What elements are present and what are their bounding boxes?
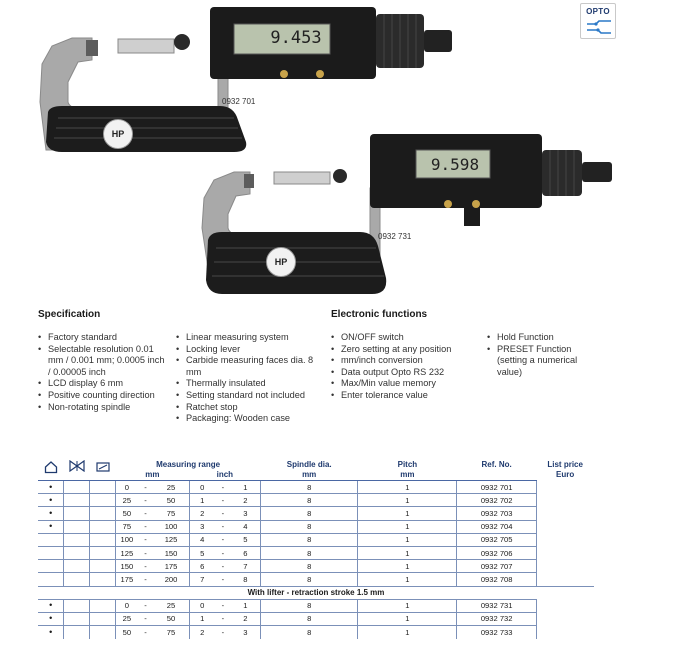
spec-item: • Packaging: Wooden case bbox=[176, 413, 326, 425]
table-row bbox=[38, 494, 594, 507]
price-table bbox=[38, 460, 594, 639]
inch-from-cell: 3 bbox=[189, 520, 215, 533]
table-row bbox=[38, 612, 594, 625]
spec-item: • Non-rotating spindle bbox=[38, 402, 168, 414]
spec-item: • Linear measuring system bbox=[176, 332, 326, 344]
dash-cell: - bbox=[215, 612, 231, 625]
mm-from-cell: 175 bbox=[116, 573, 138, 586]
empty-cell bbox=[90, 599, 116, 612]
price-table-body bbox=[38, 481, 594, 587]
dash-cell: - bbox=[138, 626, 154, 639]
list-price-cell bbox=[536, 546, 594, 559]
spindle-header: Spindle dia. bbox=[286, 460, 332, 469]
empty-cell bbox=[90, 560, 116, 573]
stock-column-header bbox=[38, 460, 64, 481]
spec-item: • Setting standard not included bbox=[176, 390, 326, 402]
inch-to-cell: 4 bbox=[231, 520, 261, 533]
ref-cell: 0932 732 bbox=[457, 612, 536, 625]
mm-from-cell: 25 bbox=[116, 494, 138, 507]
table-row bbox=[38, 520, 594, 533]
ref-unit-header bbox=[457, 470, 536, 481]
pitch-cell: 1 bbox=[358, 481, 457, 494]
pitch-cell: 1 bbox=[358, 612, 457, 625]
spindle-cell: 8 bbox=[261, 520, 358, 533]
list-price-cell bbox=[536, 560, 594, 573]
mm-from-cell: 150 bbox=[116, 560, 138, 573]
pitch-cell: 1 bbox=[358, 546, 457, 559]
mm-from-cell: 50 bbox=[116, 626, 138, 639]
mm-to-cell: 175 bbox=[153, 560, 189, 573]
mark-cell: • bbox=[38, 520, 64, 533]
function-item: • ON/OFF switch bbox=[331, 332, 481, 344]
mark-cell: • bbox=[38, 494, 64, 507]
mark-cell: • bbox=[38, 599, 64, 612]
spec-item: • LCD display 6 mm bbox=[38, 378, 168, 390]
spindle-cell: 8 bbox=[261, 560, 358, 573]
inch-to-cell: 3 bbox=[231, 626, 261, 639]
empty-cell bbox=[90, 612, 116, 625]
mm-from-cell: 0 bbox=[116, 599, 138, 612]
spec-item: • Factory standard bbox=[38, 332, 168, 344]
lcd-reading-1: 9.453 bbox=[270, 28, 322, 48]
table-row bbox=[38, 533, 594, 546]
table-row bbox=[38, 481, 594, 494]
empty-cell bbox=[64, 494, 90, 507]
dash-cell: - bbox=[138, 481, 154, 494]
inch-unit-header: inch bbox=[189, 470, 260, 481]
mark-cell: • bbox=[38, 507, 64, 520]
inch-from-cell: 1 bbox=[189, 612, 215, 625]
product-ref-2: 0932 731 bbox=[378, 232, 412, 241]
dash-cell: - bbox=[138, 546, 154, 559]
spindle-cell: 8 bbox=[261, 507, 358, 520]
mm-from-cell: 75 bbox=[116, 520, 138, 533]
spec-item: • Selectable resolution 0.01 mm / 0.001 mm; 0.0005 inch / 0.00005 inch bbox=[38, 344, 168, 379]
spindle-cell: 8 bbox=[261, 599, 358, 612]
dash-cell: - bbox=[138, 573, 154, 586]
table-row bbox=[38, 626, 594, 639]
dash-cell: - bbox=[215, 494, 231, 507]
empty-cell bbox=[64, 626, 90, 639]
specification-heading: Specification bbox=[38, 309, 101, 320]
mm-to-cell: 200 bbox=[153, 573, 189, 586]
spindle-cell: 8 bbox=[261, 481, 358, 494]
spec-item: • Thermally insulated bbox=[176, 378, 326, 390]
measuring-range-header: Measuring range bbox=[156, 460, 221, 469]
hp-logo-1: HP bbox=[103, 119, 133, 149]
empty-cell bbox=[90, 507, 116, 520]
price-table-container bbox=[38, 460, 618, 639]
ref-cell: 0932 707 bbox=[457, 560, 536, 573]
mm-from-cell: 50 bbox=[116, 507, 138, 520]
opto-label: OPTO bbox=[586, 7, 610, 16]
dash-cell: - bbox=[215, 507, 231, 520]
bowtie-column-header bbox=[64, 460, 90, 481]
inch-to-cell: 1 bbox=[231, 481, 261, 494]
dash-cell: - bbox=[215, 520, 231, 533]
dash-cell: - bbox=[215, 573, 231, 586]
mm-to-cell: 50 bbox=[153, 494, 189, 507]
electronic-list-2 bbox=[487, 332, 587, 378]
mm-to-cell: 100 bbox=[153, 520, 189, 533]
empty-cell bbox=[64, 507, 90, 520]
spec-item: • Carbide measuring faces dia. 8 mm bbox=[176, 355, 326, 378]
empty-cell bbox=[64, 599, 90, 612]
inch-from-cell: 4 bbox=[189, 533, 215, 546]
inch-to-cell: 1 bbox=[231, 599, 261, 612]
mm-from-cell: 125 bbox=[116, 546, 138, 559]
dash-cell: - bbox=[215, 626, 231, 639]
ref-header: Ref. No. bbox=[481, 460, 512, 469]
list-price-cell bbox=[536, 481, 594, 494]
mm-from-cell: 25 bbox=[116, 612, 138, 625]
hp-logo-2: HP bbox=[266, 247, 296, 277]
spindle-cell: 8 bbox=[261, 533, 358, 546]
micrometer-image-2 bbox=[200, 128, 620, 298]
spec-item: • Locking lever bbox=[176, 344, 326, 356]
list-price-cell bbox=[536, 507, 594, 520]
spindle-cell: 8 bbox=[261, 573, 358, 586]
function-item: • mm/inch conversion bbox=[331, 355, 481, 367]
mark-cell bbox=[38, 533, 64, 546]
mm-to-cell: 75 bbox=[153, 626, 189, 639]
ref-cell: 0932 733 bbox=[457, 626, 536, 639]
mm-unit-header: mm bbox=[116, 470, 190, 481]
mark-cell bbox=[38, 546, 64, 559]
electronic-functions-heading: Electronic functions bbox=[331, 309, 428, 320]
table-row bbox=[38, 573, 594, 586]
inch-from-cell: 5 bbox=[189, 546, 215, 559]
dash-cell: - bbox=[138, 507, 154, 520]
table-row bbox=[38, 546, 594, 559]
ref-cell: 0932 708 bbox=[457, 573, 536, 586]
data-output-icon bbox=[586, 18, 612, 36]
mark-cell bbox=[38, 560, 64, 573]
house-icon bbox=[44, 460, 58, 474]
empty-cell bbox=[64, 520, 90, 533]
empty-cell bbox=[90, 533, 116, 546]
pitch-cell: 1 bbox=[358, 560, 457, 573]
inch-to-cell: 7 bbox=[231, 560, 261, 573]
dash-cell: - bbox=[138, 612, 154, 625]
empty-cell bbox=[90, 494, 116, 507]
function-item: • Zero setting at any position bbox=[331, 344, 481, 356]
mm-to-cell: 50 bbox=[153, 612, 189, 625]
inch-from-cell: 1 bbox=[189, 494, 215, 507]
lifter-table-body bbox=[38, 599, 594, 639]
ref-cell: 0932 703 bbox=[457, 507, 536, 520]
table-row bbox=[38, 560, 594, 573]
pitch-cell: 1 bbox=[358, 533, 457, 546]
function-item: • Hold Function bbox=[487, 332, 587, 344]
empty-cell bbox=[64, 546, 90, 559]
lifter-label: With lifter - retraction stroke 1.5 mm bbox=[38, 586, 594, 599]
inch-from-cell: 0 bbox=[189, 599, 215, 612]
ref-cell: 0932 705 bbox=[457, 533, 536, 546]
dash-cell: - bbox=[138, 533, 154, 546]
dash-cell: - bbox=[215, 560, 231, 573]
display-column-header bbox=[90, 460, 116, 481]
ref-cell: 0932 701 bbox=[457, 481, 536, 494]
empty-cell bbox=[64, 560, 90, 573]
display-icon bbox=[96, 460, 110, 474]
dash-cell: - bbox=[215, 481, 231, 494]
empty-cell bbox=[90, 573, 116, 586]
function-item: • Data output Opto RS 232 bbox=[331, 367, 481, 379]
empty-cell bbox=[64, 533, 90, 546]
function-item: • Max/Min value memory bbox=[331, 378, 481, 390]
pitch-header: Pitch bbox=[397, 460, 418, 469]
ref-cell: 0932 706 bbox=[457, 546, 536, 559]
empty-cell bbox=[90, 520, 116, 533]
ref-cell: 0932 731 bbox=[457, 599, 536, 612]
spindle-cell: 8 bbox=[261, 626, 358, 639]
function-item: • PRESET Function (setting a numerical value) bbox=[487, 344, 587, 379]
dash-cell: - bbox=[215, 599, 231, 612]
inch-to-cell: 8 bbox=[231, 573, 261, 586]
ref-cell: 0932 702 bbox=[457, 494, 536, 507]
mark-cell: • bbox=[38, 481, 64, 494]
spindle-cell: 8 bbox=[261, 546, 358, 559]
empty-cell bbox=[90, 546, 116, 559]
dash-cell: - bbox=[138, 560, 154, 573]
inch-to-cell: 2 bbox=[231, 494, 261, 507]
mark-cell: • bbox=[38, 626, 64, 639]
empty-cell bbox=[90, 626, 116, 639]
mm-from-cell: 0 bbox=[116, 481, 138, 494]
pitch-cell: 1 bbox=[358, 507, 457, 520]
specification-list-2 bbox=[176, 332, 326, 425]
mm-to-cell: 25 bbox=[153, 481, 189, 494]
pitch-cell: 1 bbox=[358, 494, 457, 507]
spindle-cell: 8 bbox=[261, 612, 358, 625]
list-price-cell bbox=[536, 573, 594, 586]
pitch-unit-header: mm bbox=[358, 470, 457, 481]
mm-from-cell: 100 bbox=[116, 533, 138, 546]
bowtie-icon bbox=[69, 460, 85, 472]
dash-cell: - bbox=[215, 546, 231, 559]
lifter-section bbox=[38, 586, 594, 599]
list-price-header: List price bbox=[547, 460, 583, 469]
spec-item: • Positive counting direction bbox=[38, 390, 168, 402]
mm-to-cell: 25 bbox=[153, 599, 189, 612]
inch-to-cell: 6 bbox=[231, 546, 261, 559]
list-price-cell bbox=[536, 520, 594, 533]
dash-cell: - bbox=[138, 599, 154, 612]
pitch-cell: 1 bbox=[358, 626, 457, 639]
mm-to-cell: 75 bbox=[153, 507, 189, 520]
electronic-list-1 bbox=[331, 332, 481, 402]
dash-cell: - bbox=[215, 533, 231, 546]
table-row bbox=[38, 507, 594, 520]
mm-to-cell: 150 bbox=[153, 546, 189, 559]
inch-from-cell: 2 bbox=[189, 626, 215, 639]
lcd-reading-2: 9.598 bbox=[430, 155, 480, 174]
empty-cell bbox=[64, 481, 90, 494]
empty-cell bbox=[64, 612, 90, 625]
inch-from-cell: 0 bbox=[189, 481, 215, 494]
inch-to-cell: 5 bbox=[231, 533, 261, 546]
inch-to-cell: 2 bbox=[231, 612, 261, 625]
dash-cell: - bbox=[138, 520, 154, 533]
spindle-unit-header: mm bbox=[261, 470, 358, 481]
pitch-cell: 1 bbox=[358, 520, 457, 533]
spindle-cell: 8 bbox=[261, 494, 358, 507]
specification-list-1 bbox=[38, 332, 168, 413]
list-price-cell bbox=[536, 599, 594, 612]
empty-cell bbox=[64, 573, 90, 586]
table-row bbox=[38, 599, 594, 612]
mark-cell bbox=[38, 573, 64, 586]
pitch-cell: 1 bbox=[358, 573, 457, 586]
currency-header: Euro bbox=[556, 470, 575, 479]
list-price-cell bbox=[536, 494, 594, 507]
pitch-cell: 1 bbox=[358, 599, 457, 612]
spec-item: • Ratchet stop bbox=[176, 402, 326, 414]
dash-cell: - bbox=[138, 494, 154, 507]
product-ref-1: 0932 701 bbox=[222, 97, 256, 106]
mark-cell: • bbox=[38, 612, 64, 625]
list-price-cell bbox=[536, 612, 594, 625]
inch-from-cell: 7 bbox=[189, 573, 215, 586]
mm-to-cell: 125 bbox=[153, 533, 189, 546]
inch-to-cell: 3 bbox=[231, 507, 261, 520]
ref-cell: 0932 704 bbox=[457, 520, 536, 533]
opto-badge bbox=[580, 3, 616, 39]
list-price-cell bbox=[536, 626, 594, 639]
inch-from-cell: 2 bbox=[189, 507, 215, 520]
inch-from-cell: 6 bbox=[189, 560, 215, 573]
function-item: • Enter tolerance value bbox=[331, 390, 481, 402]
list-price-cell bbox=[536, 533, 594, 546]
empty-cell bbox=[90, 481, 116, 494]
